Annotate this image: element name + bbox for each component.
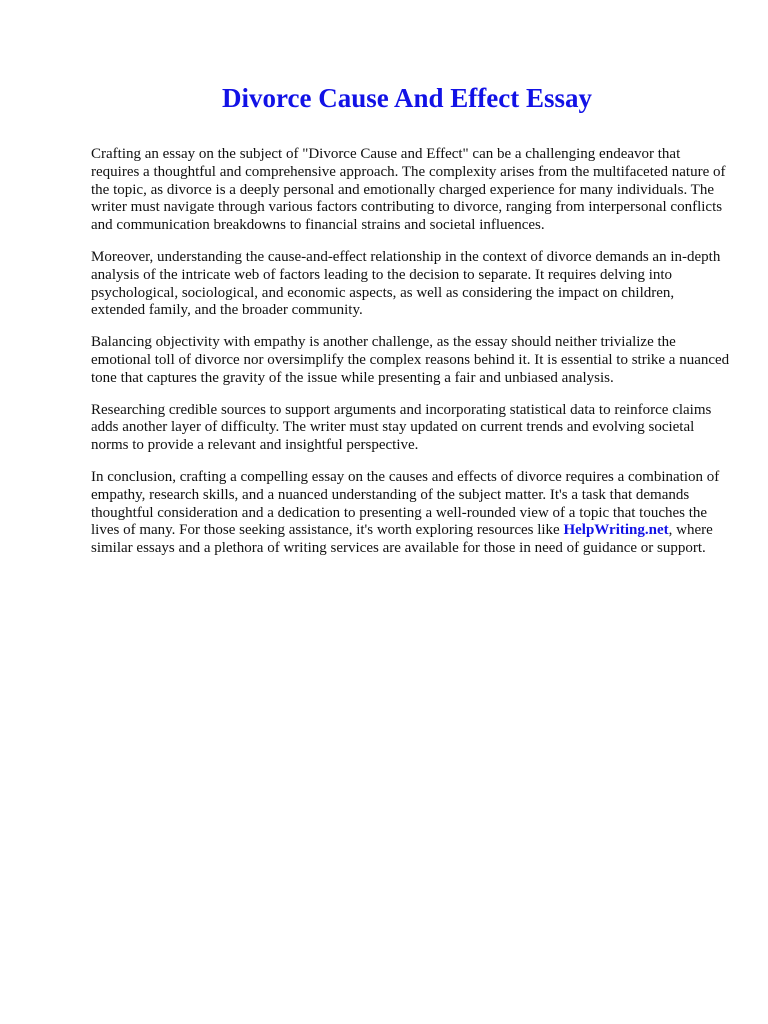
paragraph-conclusion [91, 469, 731, 558]
helpwriting-link[interactable]: HelpWriting.net [563, 522, 669, 539]
page-title: Divorce Cause And Effect Essay [222, 83, 592, 113]
conclusion-text-after-link: , where similar essays and a plethora of writing services are available for those in need of guidance or support. [91, 522, 713, 557]
conclusion-text-before-link: In conclusion, crafting a compelling essay on the causes and effects of divorce requires a combination of empathy, research skills, and a nuanced understanding of the subject matter. It's a task that demands thoughtful consideration and a dedication to presenting a well-rounded view of a topic that touches the lives of many. For those seeking assistance, it's worth exploring resources like [91, 468, 720, 539]
paragraph-2: Moreover, understanding the cause-and-effect relationship in the context of divorce demands an in-depth analysis of the intricate web of factors leading to the decision to separate. It requires delving into psychological, sociological, and economic aspects, as well as considering the impact on children, extended family, and the broader community. [91, 248, 721, 319]
paragraph-4: Researching credible sources to support arguments and incorporating statistical data to reinforce claims adds another layer of difficulty. The writer must stay updated on current trends and evolving societal norms to provide a relevant and insightful perspective. [91, 401, 712, 454]
paragraph-3: Balancing objectivity with empathy is another challenge, as the essay should neither trivialize the emotional toll of divorce nor oversimplify the complex reasons behind it. It is essential to strike a nuanced tone that captures the gravity of the issue while presenting a fair and unbiased analysis. [91, 334, 730, 386]
paragraph-1: Crafting an essay on the subject of "Divorce Cause and Effect" can be a challenging endeavor that requires a thoughtful and comprehensive approach. The complexity arises from the multifaceted nature of the topic, as divorce is a deeply personal and emotionally charged experience for many individuals. The writer must navigate through various factors contributing to divorce, ranging from interpersonal conflicts and communication breakdowns to financial strains and societal influences. [91, 146, 726, 234]
essay-body [91, 146, 731, 572]
